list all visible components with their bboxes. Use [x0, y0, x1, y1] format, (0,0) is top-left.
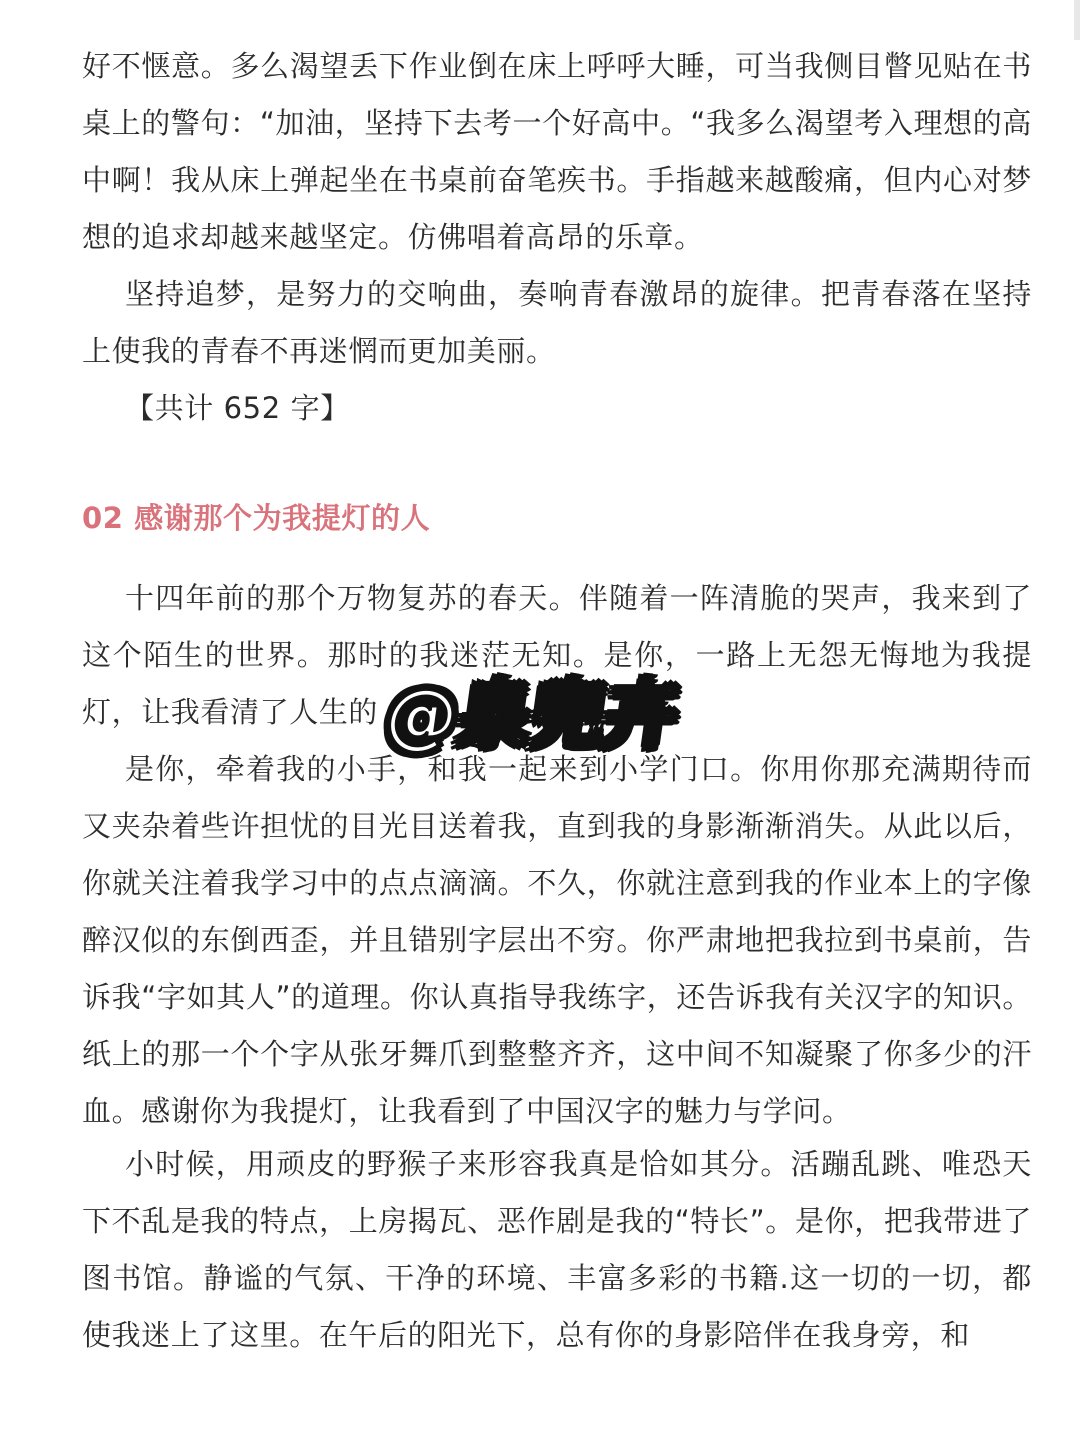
paragraph-4: 是你，牵着我的小手，和我一起来到小学门口。你用你那充满期待而又夹杂着些许担忧的目光目送着我，直到我的身影渐渐消失。从此以后，你就关注着我学习中的点点滴滴。不久，你就注意到我的作业本上的字像醉汉似的东倒西歪，并且错别字层出不穷。你严肃地把我拉到书桌前，告诉我“字如其人”的道理。你认真指导我练字，还告诉我有关汉字的知识。纸上的那一个个字从张牙舞爪到整整齐齐，这中间不知凝聚了你多少的汗血。感谢你为我提灯，让我看到了中国汉字的魅力与学问。	[82, 752, 1032, 1128]
paragraph-3: 十四年前的那个万物复苏的春天。伴随着一阵清脆的哭声，我来到了这个陌生的世界。那时的我迷茫无知。是你，一路上无怨无悔地为我提灯，让我看清了人生的	[82, 581, 1032, 729]
paragraph-2: 坚持追梦，是努力的交响曲，奏响青春激昂的旋律。把青春落在坚持上使我的青春不再迷惘而更加美丽。	[82, 277, 1032, 368]
section-heading: 02 感谢那个为我提灯的人	[82, 501, 431, 535]
paragraph-1: 好不惬意。多么渴望丢下作业倒在床上呼呼大睡，可当我侧目瞥见贴在书桌上的警句：“加油，坚持下去考一个好高中。“我多么渴望考入理想的高中啊！我从床上弹起坐在书桌前奋笔疾书。手指越来越酸痛，但内心对梦想的追求却越来越坚定。仿佛唱着高昂的乐章。	[82, 49, 1032, 254]
paragraph-5: 小时候，用顽皮的野猴子来形容我真是恰如其分。活蹦乱跳、唯恐天下不乱是我的特点，上房揭瓦、恶作剧是我的“特长”。是你，把我带进了图书馆。静谧的气氛、干净的环境、丰富多彩的书籍.这一切的一切，都使我迷上了这里。在午后的阳光下，总有你的身影陪伴在我身旁，和	[82, 1147, 1032, 1352]
word-count: 【共计 652 字】	[125, 391, 350, 425]
watermark-logo: @泉兜卉	[380, 673, 684, 757]
scrollbar-edge	[1074, 0, 1080, 40]
